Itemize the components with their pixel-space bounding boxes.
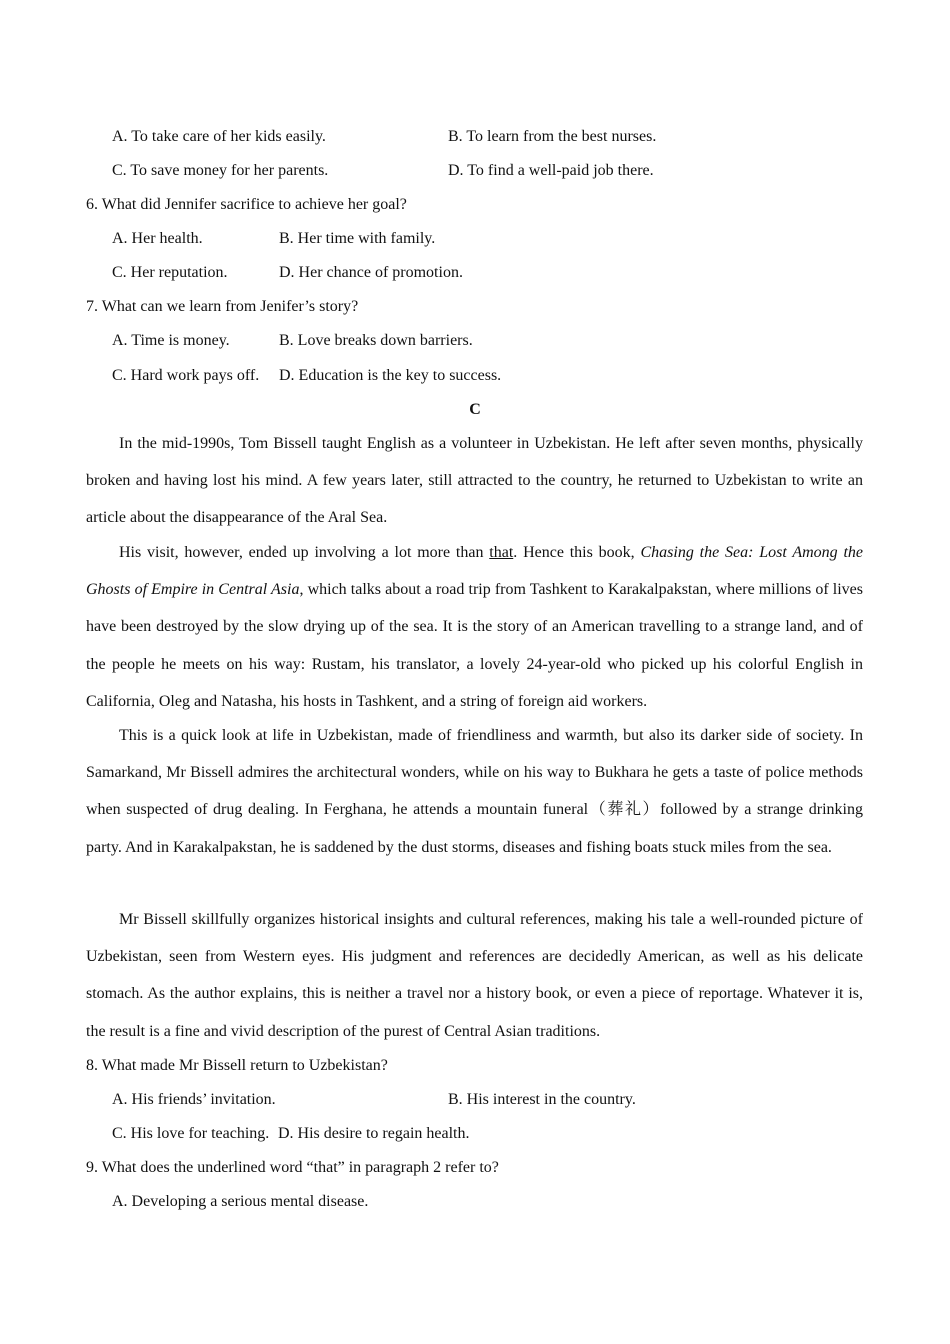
q8-option-b: B. His interest in the country.	[448, 1091, 636, 1108]
q6-option-c: C. Her reputation.	[112, 264, 228, 281]
q9-question: 9. What does the underlined word “that” in paragraph 2 refer to?	[86, 1159, 499, 1176]
q6-option-d: D. Her chance of promotion.	[279, 264, 463, 281]
q9-option-a: A. Developing a serious mental disease.	[112, 1193, 369, 1210]
q6-option-b: B. Her time with family.	[279, 230, 436, 247]
q7-option-b: B. Love breaks down barriers.	[279, 332, 473, 349]
q5-option-a: A. To take care of her kids easily.	[112, 128, 326, 145]
p2-text-before: His visit, however, ended up involving a lot more than	[119, 544, 490, 561]
passage-paragraph-4: Mr Bissell skillfully organizes historical insights and cultural references, making his tale a well-rounded picture of Uzbekistan, seen from Western eyes. His judgment and references are decidedly American, as well as his delicate stomach. As the author explains, this is neither a travel nor a history book, or even a piece of reportage. Whatever it is, the result is a fine and vivid description of the purest of Central Asian traditions.	[86, 911, 863, 1040]
passage-paragraph-2	[86, 534, 863, 720]
p2-underlined-word: that	[489, 544, 514, 561]
passage-paragraph-1: In the mid-1990s, Tom Bissell taught English as a volunteer in Uzbekistan. He left after seven months, physically broken and having lost his mind. A few years later, still attracted to the country, he returned to Uzbekistan to write an article about the disappearance of the Aral Sea.	[86, 435, 863, 527]
q5-option-c: C. To save money for her parents.	[112, 162, 329, 179]
q6-option-a: A. Her health.	[112, 230, 203, 247]
q7-question: 7. What can we learn from Jenifer’s story?	[86, 298, 359, 315]
q5-option-b: B. To learn from the best nurses.	[448, 128, 657, 145]
p2-book-title: Chasing the Sea: Lost Among the Ghosts of Empire in Central Asia	[86, 544, 863, 599]
q8-option-c: C. His love for teaching.	[112, 1125, 270, 1142]
passage-paragraph-3: This is a quick look at life in Uzbekistan, made of friendliness and warmth, but also its darker side of society. In Samarkand, Mr Bissell admires the architectural wonders, while on his way to Bukhara he gets a taste of police methods when suspected of drug dealing. In Ferghana, he attends a mountain funeral（葬礼）followed by a strange drinking party. And in Karakalpakstan, he is saddened by the dust storms, diseases and fishing boats stuck miles from the sea.	[86, 727, 863, 856]
q5-option-d: D. To find a well-paid job there.	[448, 162, 654, 179]
p2-text-after: , which talks about a road trip from Tashkent to Karakalpakstan, where millions of lives have been destroyed by the slow drying up of the sea. It is the story of an American travelling to a strange land, and of the people he meets on his way: Rustam, his translator, a lovely 24-year-old who picked up his colorful English in California, Oleg and Natasha, his hosts in Tashkent, and a string of foreign aid workers.	[86, 581, 863, 710]
q8-question: 8. What made Mr Bissell return to Uzbekistan?	[86, 1057, 388, 1074]
q8-option-d: D. His desire to regain health.	[278, 1125, 470, 1142]
p2-text-middle: . Hence this book,	[513, 544, 641, 561]
q6-question: 6. What did Jennifer sacrifice to achieve her goal?	[86, 196, 407, 213]
q7-option-c: C. Hard work pays off.	[112, 367, 260, 384]
q7-option-a: A. Time is money.	[112, 332, 230, 349]
section-heading: C	[469, 401, 481, 418]
q8-option-a: A. His friends’ invitation.	[112, 1091, 276, 1108]
q7-option-d: D. Education is the key to success.	[279, 367, 502, 384]
